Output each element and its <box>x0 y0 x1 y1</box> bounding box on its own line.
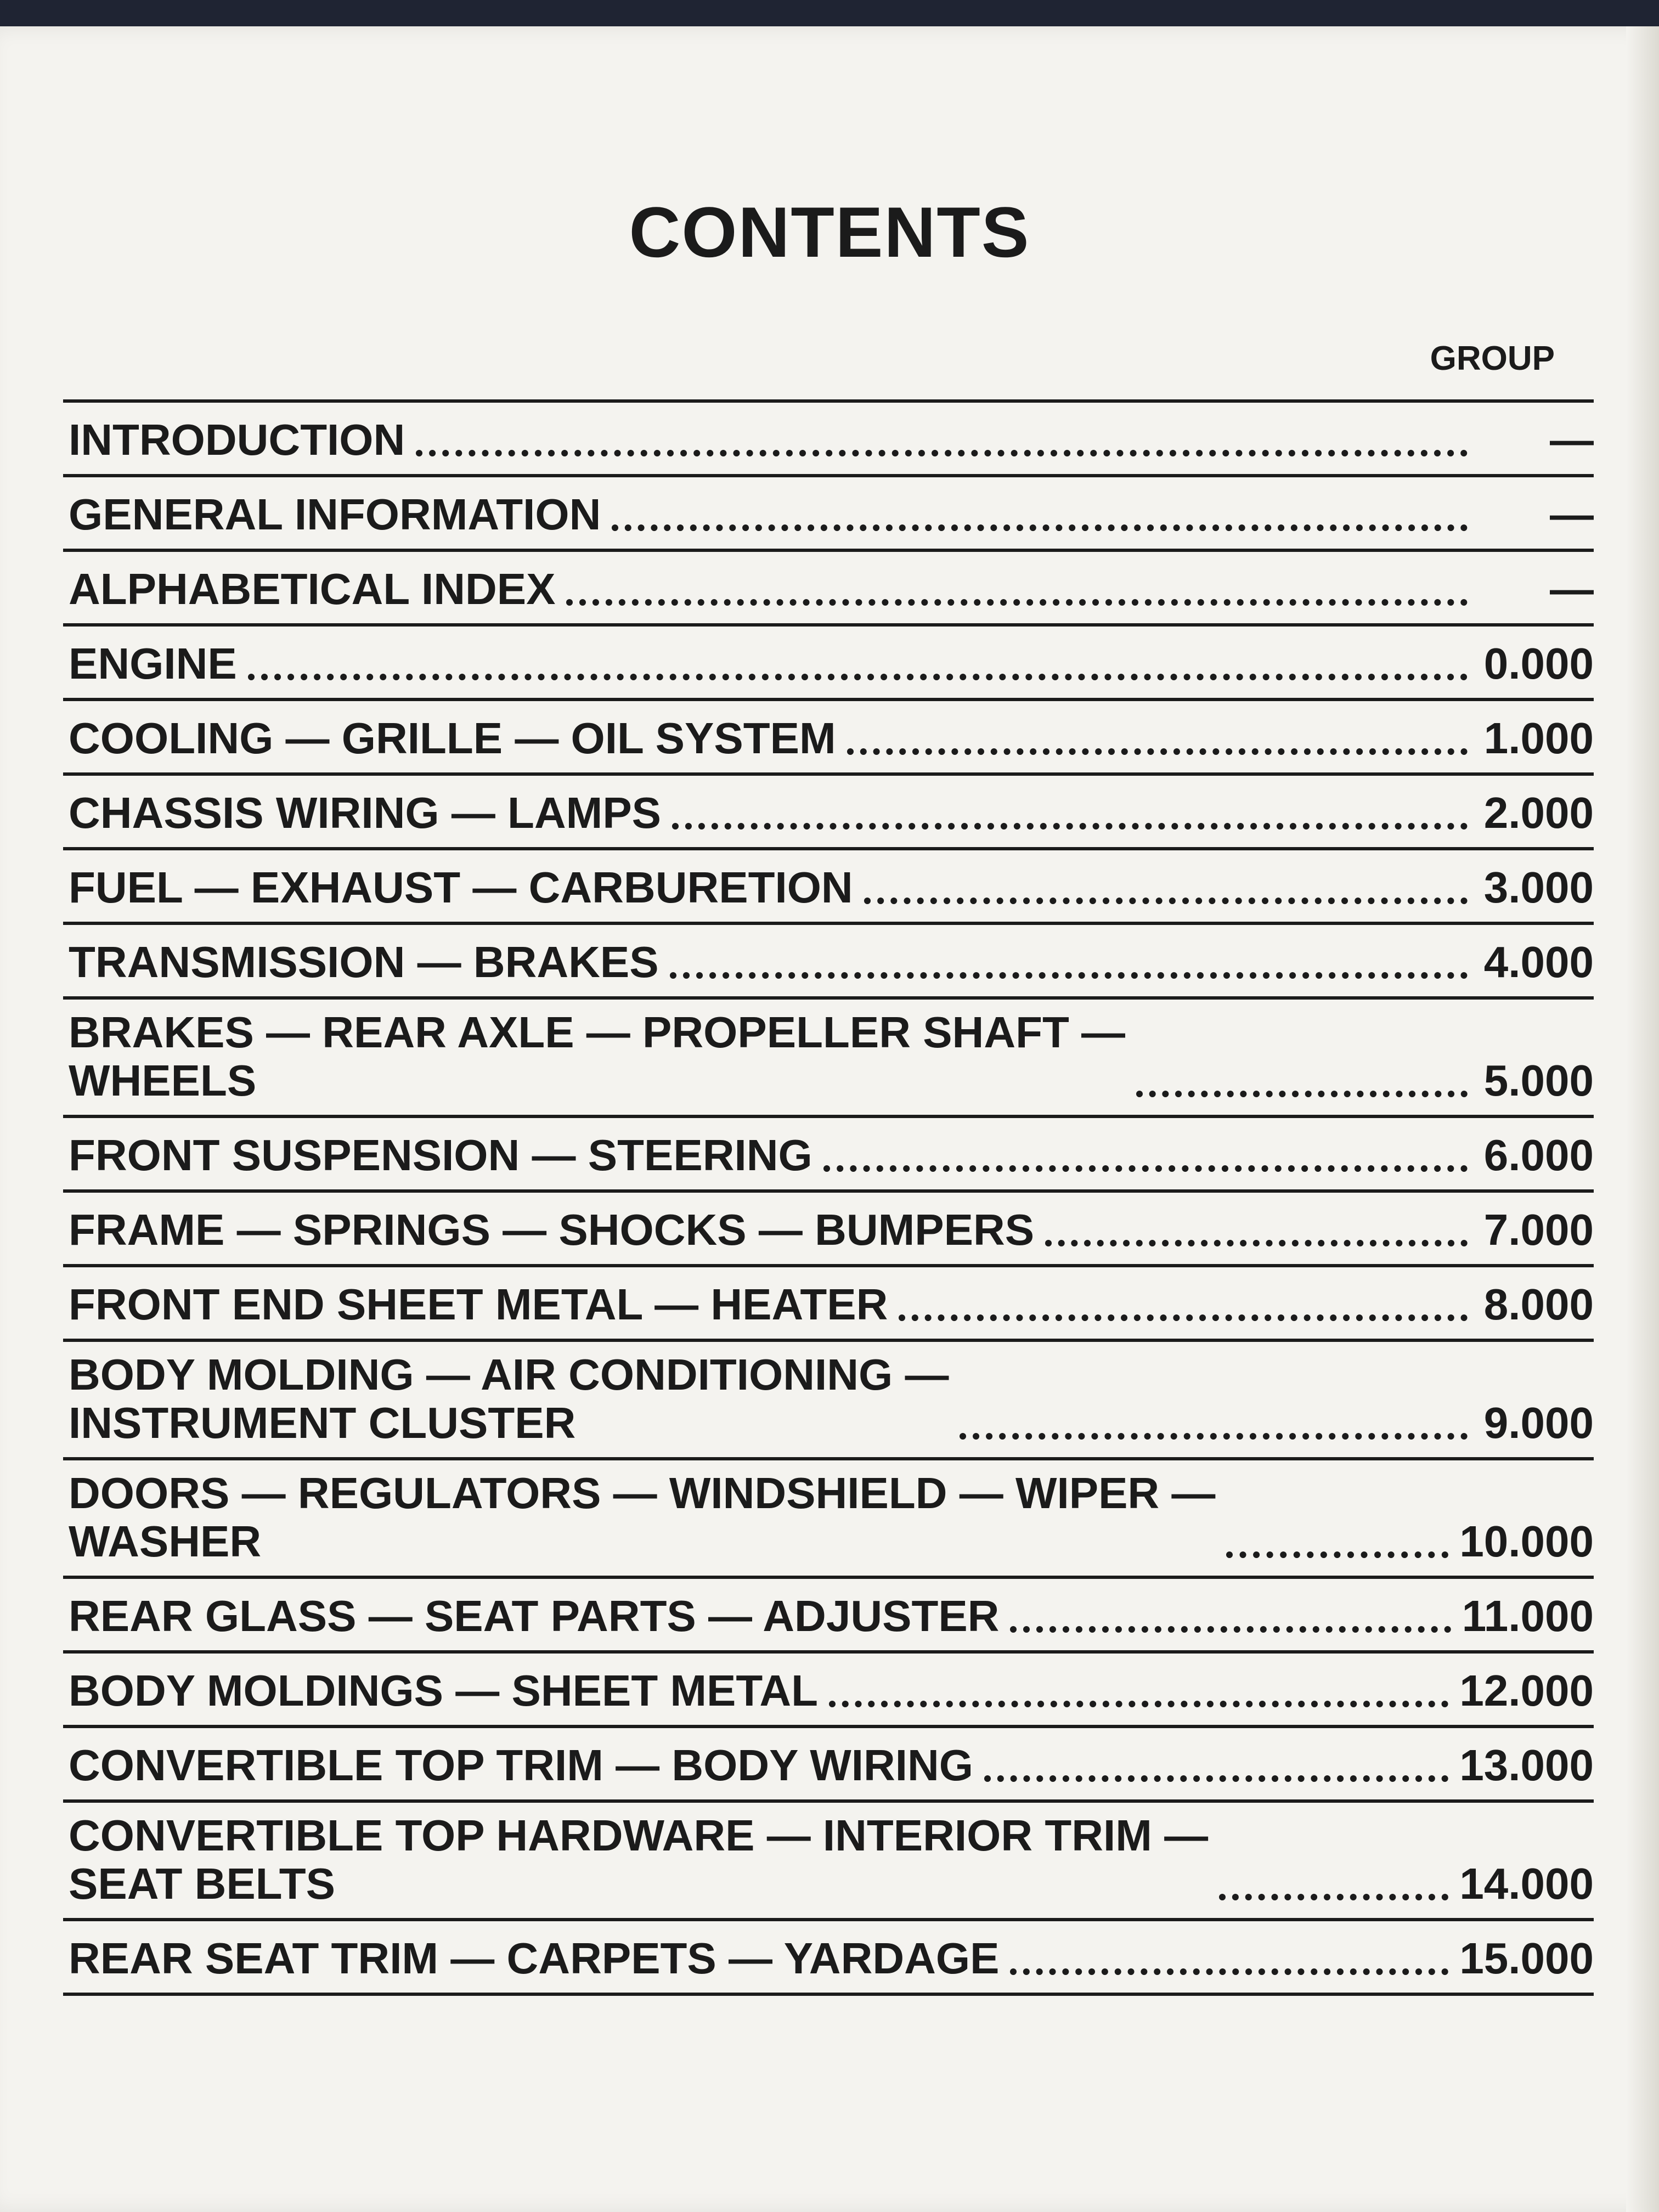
toc-row <box>63 623 1594 698</box>
toc-row <box>63 1576 1594 1650</box>
dot-leader <box>670 972 1468 979</box>
dot-leader <box>1136 1091 1468 1097</box>
toc-entry-title: BODY MOLDING — AIR CONDITIONING — INSTRUMENT CLUSTER <box>69 1350 949 1447</box>
dot-leader <box>829 1701 1448 1707</box>
toc-row <box>63 1115 1594 1189</box>
toc-row <box>63 399 1594 474</box>
toc-entry-title: CONVERTIBLE TOP TRIM — BODY WIRING <box>69 1741 973 1790</box>
dot-leader <box>1219 1894 1448 1900</box>
toc-row <box>63 922 1594 996</box>
toc-entry-title: FRAME — SPRINGS — SHOCKS — BUMPERS <box>69 1205 1035 1254</box>
toc-entry-title: REAR GLASS — SEAT PARTS — ADJUSTER <box>69 1592 1000 1640</box>
dot-leader <box>1010 1968 1448 1975</box>
toc-entry-group: 4.000 <box>1483 938 1594 986</box>
dot-leader <box>1010 1626 1451 1633</box>
dot-leader <box>248 674 1468 680</box>
toc-entry-group: 5.000 <box>1483 1056 1594 1105</box>
toc-entry-title: COOLING — GRILLE — OIL SYSTEM <box>69 714 836 763</box>
toc-entry-group: — <box>1550 565 1594 613</box>
toc-entry-title: FUEL — EXHAUST — CARBURETION <box>69 863 853 912</box>
dot-leader <box>1226 1551 1448 1558</box>
dot-leader <box>984 1775 1448 1782</box>
toc-entry-title: INTRODUCTION <box>69 415 405 464</box>
toc-entry-title: ENGINE <box>69 639 237 688</box>
toc-row <box>63 1918 1594 1996</box>
toc-entry-group: 8.000 <box>1483 1280 1594 1329</box>
toc-entry-group: 11.000 <box>1462 1592 1594 1640</box>
toc-row <box>63 474 1594 549</box>
toc-row <box>63 1650 1594 1725</box>
document-page <box>0 26 1659 2212</box>
toc-entry-group: 14.000 <box>1459 1859 1594 1908</box>
toc-row <box>63 1457 1594 1576</box>
toc-entry-title: REAR SEAT TRIM — CARPETS — YARDAGE <box>69 1934 1000 1983</box>
table-of-contents <box>63 399 1594 1996</box>
toc-row <box>63 1264 1594 1339</box>
dot-leader <box>612 524 1468 531</box>
toc-entry-group: — <box>1550 415 1594 464</box>
toc-entry-title: CONVERTIBLE TOP HARDWARE — INTERIOR TRIM — SEAT BELTS <box>69 1811 1209 1908</box>
dot-leader <box>960 1433 1468 1440</box>
toc-entry-title: BRAKES — REAR AXLE — PROPELLER SHAFT — WHEELS <box>69 1008 1126 1105</box>
toc-entry-group: 7.000 <box>1483 1205 1594 1254</box>
toc-row <box>63 698 1594 772</box>
toc-entry-title: ALPHABETICAL INDEX <box>69 565 556 613</box>
toc-entry-group: 9.000 <box>1483 1398 1594 1447</box>
dot-leader <box>847 748 1468 755</box>
dot-leader <box>899 1314 1468 1321</box>
page-edge <box>1626 26 1659 2212</box>
toc-entry-title: FRONT END SHEET METAL — HEATER <box>69 1280 888 1329</box>
group-column-header: GROUP <box>1430 340 1555 377</box>
toc-row <box>63 1725 1594 1799</box>
toc-row <box>63 1799 1594 1918</box>
toc-entry-group: 1.000 <box>1483 714 1594 763</box>
toc-row <box>63 549 1594 623</box>
toc-entry-group: 3.000 <box>1483 863 1594 912</box>
toc-entry-title: DOORS — REGULATORS — WINDSHIELD — WIPER — WASHER <box>69 1469 1216 1566</box>
dot-leader <box>1045 1240 1468 1246</box>
dot-leader <box>672 823 1468 830</box>
toc-row <box>63 996 1594 1115</box>
toc-entry-group: 12.000 <box>1459 1666 1594 1715</box>
dot-leader <box>566 599 1468 606</box>
toc-entry-group: 2.000 <box>1483 788 1594 837</box>
dot-leader <box>416 450 1468 456</box>
toc-entry-group: 6.000 <box>1483 1131 1594 1180</box>
toc-row <box>63 847 1594 922</box>
toc-entry-title: GENERAL INFORMATION <box>69 490 601 539</box>
dot-leader <box>864 898 1468 904</box>
toc-entry-title: FRONT SUSPENSION — STEERING <box>69 1131 812 1180</box>
toc-entry-group: 13.000 <box>1459 1741 1594 1790</box>
toc-entry-group: 15.000 <box>1459 1934 1594 1983</box>
toc-row <box>63 1189 1594 1264</box>
toc-entry-group: — <box>1550 490 1594 539</box>
toc-entry-title: TRANSMISSION — BRAKES <box>69 938 659 986</box>
page-title: CONTENTS <box>629 192 1030 272</box>
toc-row <box>63 772 1594 847</box>
dot-leader <box>823 1165 1468 1172</box>
toc-entry-group: 10.000 <box>1459 1517 1594 1566</box>
toc-entry-group: 0.000 <box>1483 639 1594 688</box>
toc-entry-title: CHASSIS WIRING — LAMPS <box>69 788 662 837</box>
toc-row <box>63 1339 1594 1457</box>
toc-entry-title: BODY MOLDINGS — SHEET METAL <box>69 1666 818 1715</box>
